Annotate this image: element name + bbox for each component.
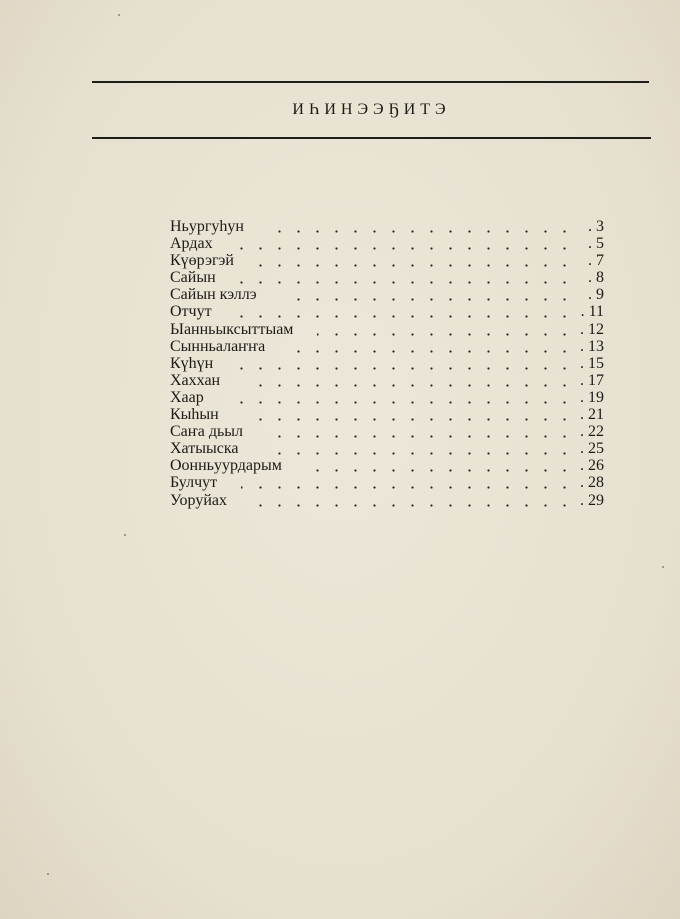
toc-entry <box>170 269 604 286</box>
leader-dots <box>244 384 574 387</box>
bottom-rule <box>92 137 651 139</box>
toc-entry <box>170 218 604 235</box>
toc-page-number: . 22 <box>580 423 604 440</box>
toc-page-number: . 25 <box>580 440 604 457</box>
toc-entry <box>170 355 604 372</box>
paper-speck <box>124 534 126 536</box>
toc-page-number: . 7 <box>588 252 604 269</box>
toc-entry <box>170 286 604 303</box>
toc-title: Күөрэгэй <box>170 252 234 270</box>
toc-entry <box>170 303 604 320</box>
toc-title: Отчут <box>170 303 212 321</box>
toc-entry <box>170 235 604 252</box>
toc-page-number: . 5 <box>588 235 604 252</box>
toc-entry <box>170 406 604 423</box>
toc-title: Хатыыска <box>170 440 239 458</box>
leader-dots <box>237 367 574 370</box>
toc-title: Булчут <box>170 474 218 492</box>
toc-page-number: . 15 <box>580 355 604 372</box>
toc-title: Сайын кэллэ <box>170 286 257 304</box>
toc-page-number: . 28 <box>580 474 604 491</box>
leader-dots <box>281 298 574 301</box>
toc-entry <box>170 457 604 474</box>
leader-dots <box>268 230 574 233</box>
toc-title: Уоруйах <box>170 491 227 509</box>
leader-dots <box>240 281 574 284</box>
toc-page-number: . 21 <box>580 406 604 423</box>
leader-dots <box>317 333 574 336</box>
toc-entry <box>170 492 604 509</box>
toc-title: Кыһын <box>170 406 219 424</box>
leader-dots <box>267 435 574 438</box>
paper-speck <box>118 14 120 16</box>
paper-speck <box>662 566 664 568</box>
leader-dots <box>236 315 574 318</box>
leader-dots <box>228 401 574 404</box>
toc-title: Саҥа дьыл <box>170 423 244 441</box>
toc-entry <box>170 423 604 440</box>
toc-entry <box>170 338 604 355</box>
toc-title: Ньургуһун <box>170 218 244 235</box>
toc-page-number: . 11 <box>581 303 604 320</box>
toc-title: Оонньуурдарым <box>170 457 282 475</box>
toc-page-number: . 12 <box>580 321 604 338</box>
toc-title: Ыанньыксыттыам <box>170 320 294 338</box>
toc-title: Хаар <box>170 388 204 406</box>
toc-entry <box>170 252 604 269</box>
paper-speck <box>47 873 49 875</box>
leader-dots <box>237 247 574 250</box>
leader-dots <box>262 452 574 455</box>
toc-entry <box>170 389 604 406</box>
leader-dots <box>251 504 574 507</box>
toc-title: Сынньалаҥҥа <box>170 337 266 355</box>
toc-title: Хаххан <box>170 371 221 389</box>
toc-entry <box>170 321 604 338</box>
toc-page-number: . 9 <box>588 286 604 303</box>
toc-page-number: . 17 <box>580 372 604 389</box>
contents-heading: ИҺИНЭЭҔИТЭ <box>292 101 451 118</box>
leader-dots <box>241 486 574 489</box>
toc-entry <box>170 440 604 457</box>
top-rule <box>92 81 649 83</box>
toc-entry <box>170 474 604 491</box>
toc-page-number: . 13 <box>580 338 604 355</box>
toc-entry <box>170 372 604 389</box>
toc-page-number: . 26 <box>580 457 604 474</box>
toc-page-number: . 19 <box>580 389 604 406</box>
leader-dots <box>243 418 574 421</box>
leader-dots <box>258 264 574 267</box>
toc-page-number: . 3 <box>588 218 604 235</box>
leader-dots <box>306 469 574 472</box>
table-of-contents <box>170 218 604 509</box>
leader-dots <box>289 350 574 353</box>
toc-title: Күһүн <box>170 354 214 372</box>
toc-title: Ардах <box>170 235 213 253</box>
toc-page-number: . 8 <box>588 269 604 286</box>
toc-title: Сайын <box>170 269 216 287</box>
toc-page-number: . 29 <box>580 492 604 509</box>
